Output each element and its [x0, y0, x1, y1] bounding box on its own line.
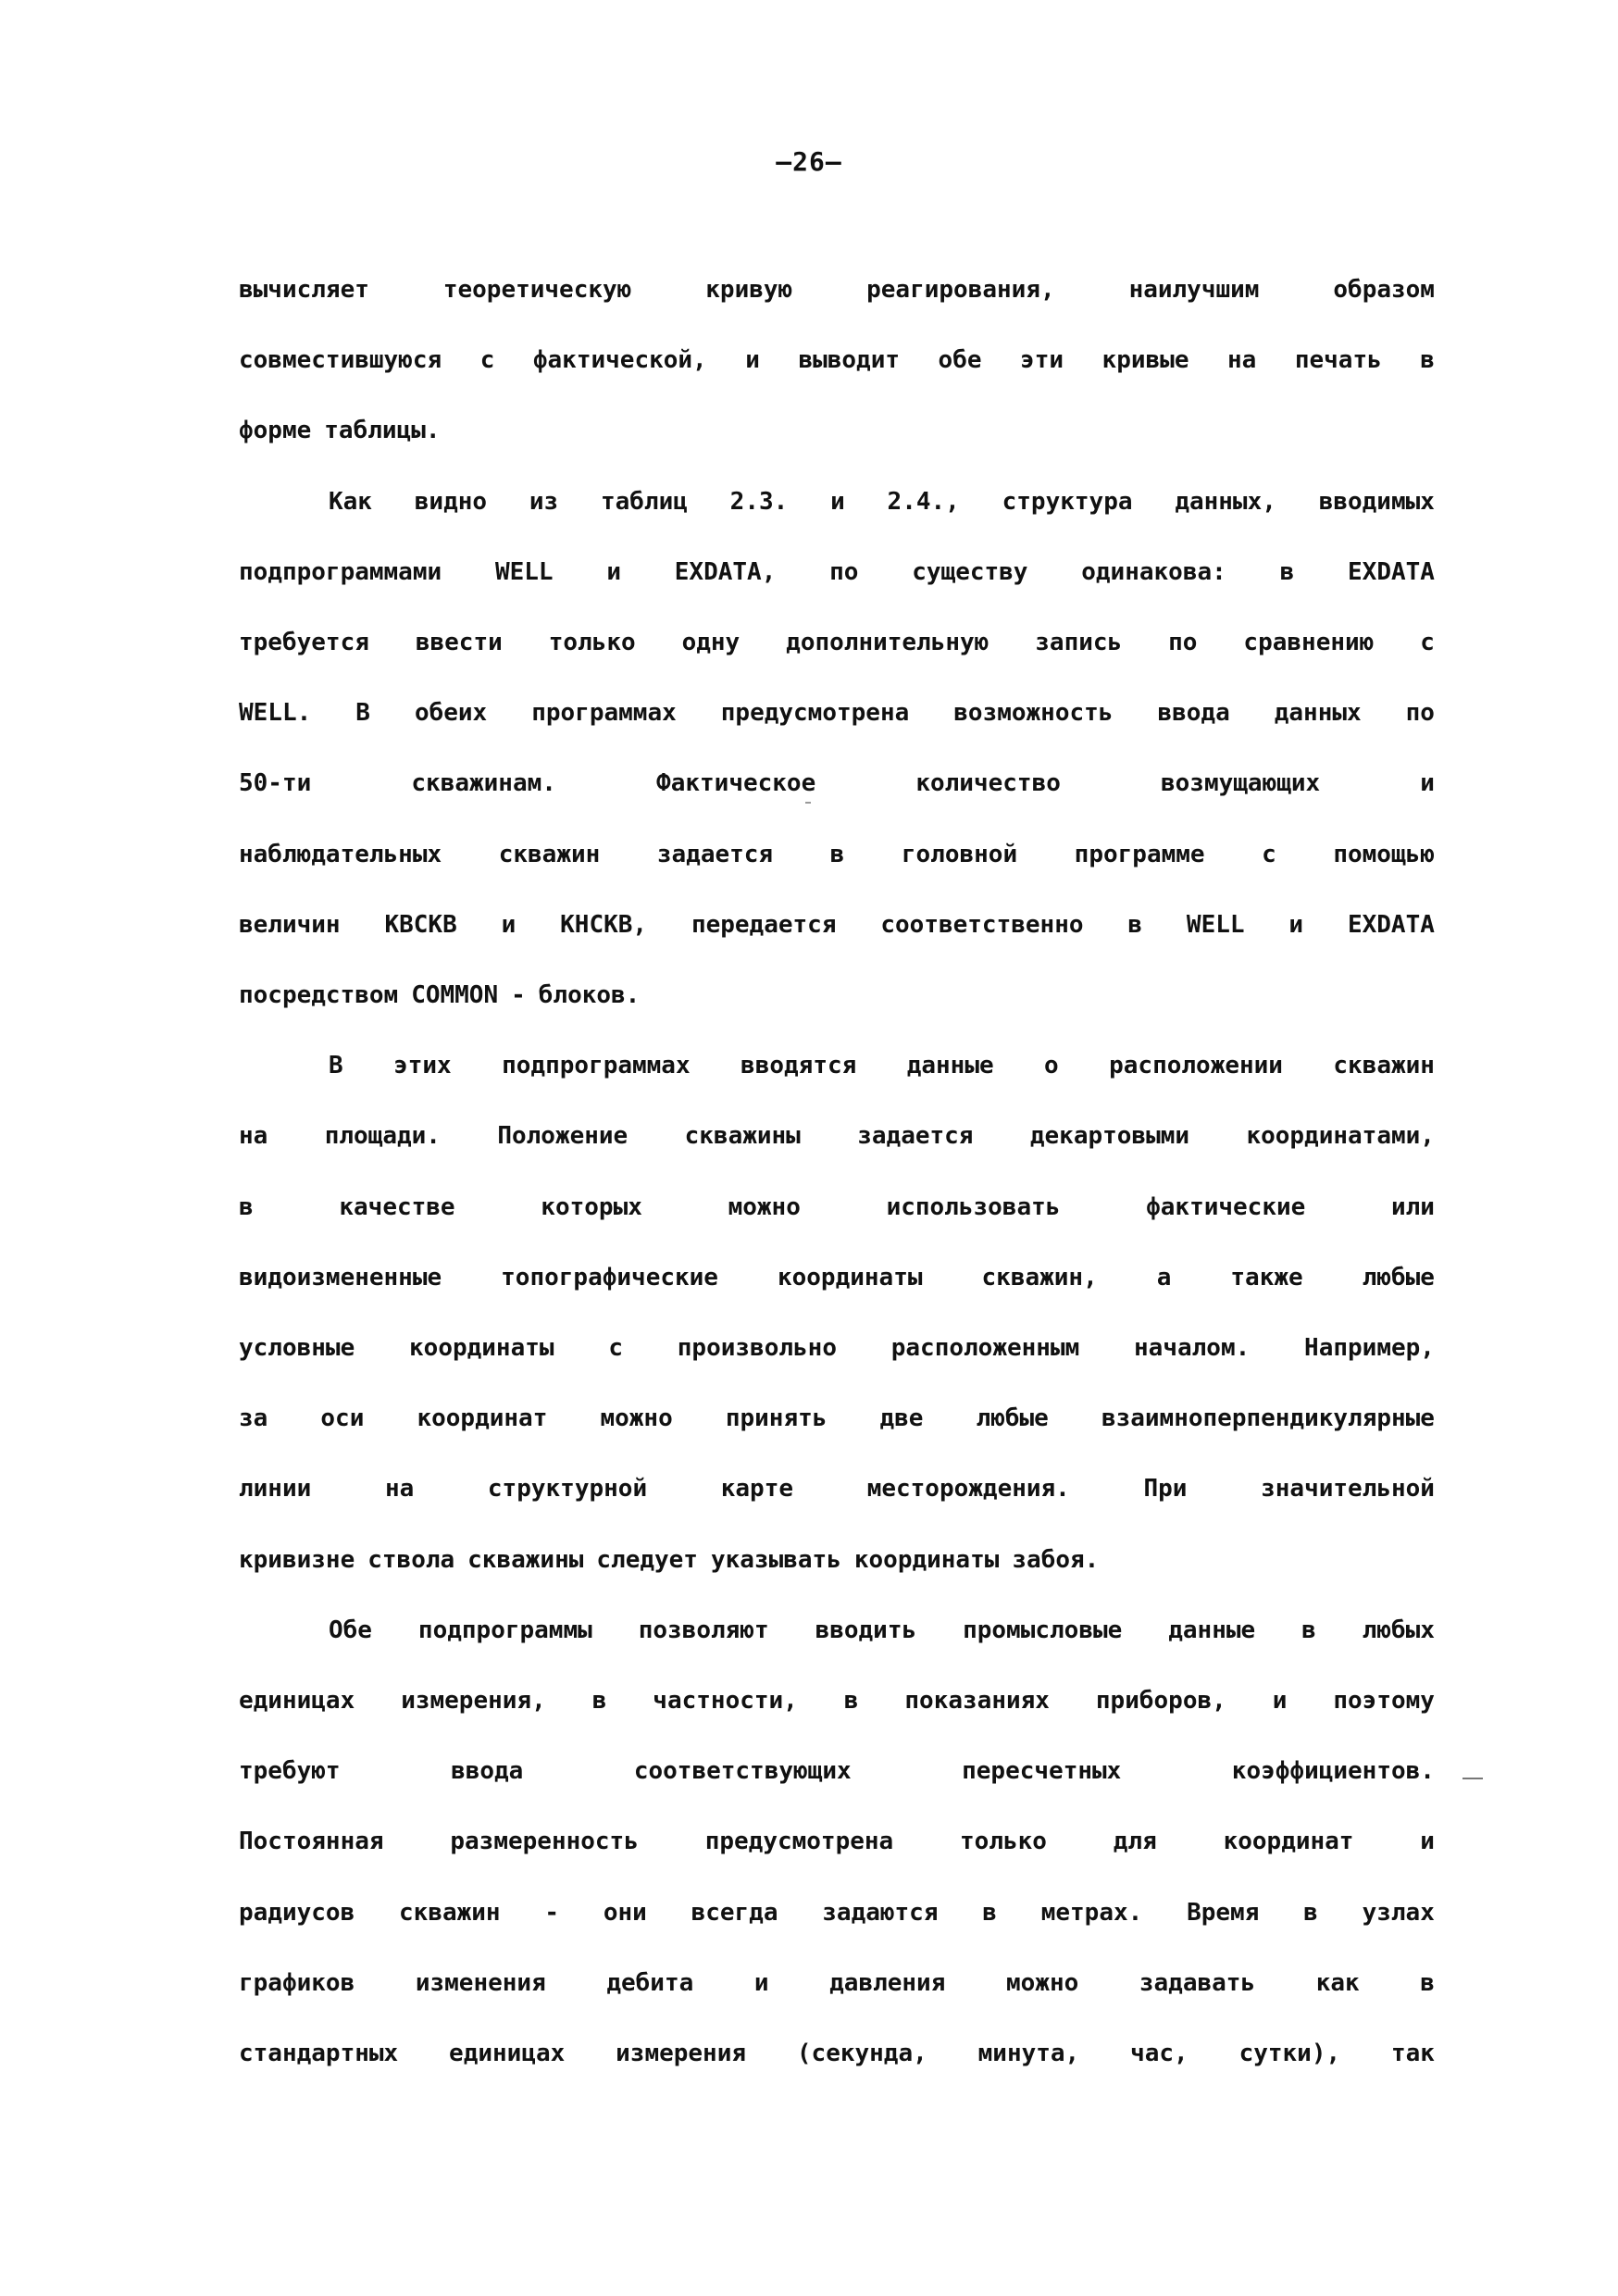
- word: координат: [1223, 1828, 1354, 1855]
- text-line: [239, 1685, 1435, 1716]
- word: задается: [857, 1122, 974, 1150]
- page-number: —26—: [776, 146, 842, 177]
- word: взаимноперпендикулярные: [1101, 1404, 1435, 1432]
- text-line: [239, 1192, 1435, 1223]
- word: в: [843, 1687, 859, 1715]
- word: WELL: [1186, 911, 1245, 939]
- word: вводимых: [1318, 488, 1435, 516]
- word: координат: [417, 1404, 548, 1432]
- word: величин: [239, 911, 341, 939]
- word: программе: [1074, 841, 1205, 868]
- word: давления: [829, 1969, 946, 1997]
- word: с: [1262, 841, 1276, 868]
- word: одинакова:: [1081, 558, 1226, 586]
- word: пересчетных: [962, 1757, 1122, 1785]
- word: позволяют: [638, 1616, 769, 1644]
- word: в: [1301, 1616, 1316, 1644]
- word: скважин: [498, 841, 601, 868]
- word: посредством: [239, 981, 399, 1009]
- word: и: [1272, 1687, 1288, 1715]
- text-line: [239, 415, 1435, 446]
- word: началом.: [1134, 1334, 1251, 1362]
- word: любые: [976, 1404, 1049, 1432]
- word: любых: [1362, 1616, 1435, 1644]
- word: Положение: [497, 1122, 629, 1150]
- word: и: [745, 346, 760, 374]
- word: Обе: [329, 1616, 372, 1644]
- word: этих: [393, 1052, 452, 1079]
- word: блоков.: [538, 981, 641, 1009]
- word: а: [1156, 1264, 1172, 1292]
- word: выводит: [798, 346, 901, 374]
- word: количество: [915, 769, 1061, 797]
- word: головной: [901, 841, 1018, 868]
- text-line: [239, 274, 1435, 306]
- word: скважин,: [981, 1264, 1098, 1292]
- word: измерения: [616, 2040, 747, 2067]
- word: одну: [681, 629, 741, 656]
- word: предусмотрена: [720, 699, 910, 727]
- text-line: [239, 556, 1435, 588]
- word: указывать: [710, 1546, 841, 1574]
- scan-artifact: [1462, 1778, 1483, 1779]
- word: скважин: [399, 1899, 501, 1927]
- word: и: [501, 911, 517, 939]
- word: подпрограммы: [417, 1616, 592, 1644]
- word: приборов,: [1095, 1687, 1226, 1715]
- word: и: [1288, 911, 1304, 939]
- word: образом: [1333, 276, 1435, 304]
- word: задавать: [1139, 1969, 1256, 1997]
- text-line: [239, 1403, 1435, 1434]
- word: и: [1420, 769, 1435, 797]
- word: произвольно: [677, 1334, 837, 1362]
- word: предусмотрена: [704, 1828, 894, 1855]
- word: они: [603, 1899, 647, 1927]
- word: видоизмененные: [239, 1264, 442, 1292]
- word: по: [829, 558, 859, 586]
- word: эти: [1020, 346, 1064, 374]
- word: В: [355, 699, 370, 727]
- word: EXDATA,: [674, 558, 777, 586]
- word: COMMON: [411, 981, 499, 1009]
- text-line: [239, 1897, 1435, 1928]
- word: вычисляет: [239, 276, 369, 304]
- word: всегда: [691, 1899, 778, 1927]
- word: передается: [691, 911, 837, 939]
- word: возмущающих: [1161, 769, 1321, 797]
- word: о: [1044, 1052, 1059, 1079]
- word: обеих: [414, 699, 488, 727]
- word: узлах: [1362, 1899, 1435, 1927]
- word: требуют: [239, 1757, 341, 1785]
- word: соответственно: [880, 911, 1084, 939]
- word: обе: [938, 346, 982, 374]
- word: следует: [596, 1546, 698, 1574]
- word: условные: [239, 1334, 355, 1362]
- word: координаты: [409, 1334, 554, 1362]
- word: координаты: [777, 1264, 923, 1292]
- word: возможность: [953, 699, 1114, 727]
- word: или: [1391, 1193, 1435, 1221]
- text-line: [329, 1615, 1435, 1646]
- word: с: [479, 346, 495, 374]
- text-line: [239, 344, 1435, 376]
- word: -: [544, 1899, 560, 1927]
- word: в: [239, 1193, 254, 1221]
- word: скважин: [1333, 1052, 1435, 1079]
- word: можно: [728, 1193, 801, 1221]
- word: по: [1405, 699, 1435, 727]
- word: структурной: [487, 1475, 648, 1503]
- word: задаются: [822, 1899, 939, 1927]
- word: промысловые: [963, 1616, 1123, 1644]
- word: можно: [600, 1404, 673, 1432]
- word: данных: [1274, 699, 1362, 727]
- word: в: [982, 1899, 997, 1927]
- text-line: [329, 1050, 1435, 1081]
- word: видно: [414, 488, 488, 516]
- word: графиков: [239, 1969, 355, 1997]
- word: в: [1420, 346, 1435, 374]
- word: поэтому: [1333, 1687, 1435, 1715]
- word: стандартных: [239, 2040, 399, 2067]
- word: В: [329, 1052, 343, 1079]
- word: реагирования,: [866, 276, 1055, 304]
- word: 50-ти: [239, 769, 312, 797]
- word: подпрограммах: [502, 1052, 691, 1079]
- word: единицах: [449, 2040, 566, 2067]
- word: и: [830, 488, 845, 516]
- word: в: [591, 1687, 607, 1715]
- word: форме: [239, 417, 312, 444]
- word: только: [548, 629, 636, 656]
- word: с: [608, 1334, 623, 1362]
- text-line: [239, 767, 1435, 799]
- word: месторождения.: [866, 1475, 1070, 1503]
- word: в: [829, 841, 845, 868]
- word: на: [384, 1475, 415, 1503]
- text-line: [239, 1120, 1435, 1152]
- word: WELL: [494, 558, 554, 586]
- word: из: [529, 488, 559, 516]
- word: Например,: [1304, 1334, 1435, 1362]
- word: в: [1420, 1969, 1435, 1997]
- word: линии: [239, 1475, 312, 1503]
- word: требуется: [239, 629, 369, 656]
- word: по: [1168, 629, 1198, 656]
- word: любые: [1362, 1264, 1435, 1292]
- word: Фактическое: [656, 769, 816, 797]
- word: также: [1230, 1264, 1303, 1292]
- word: кривую: [705, 276, 793, 304]
- word: площади.: [324, 1122, 441, 1150]
- word: вводятся: [741, 1052, 857, 1079]
- word: частности,: [653, 1687, 798, 1715]
- word: запись: [1035, 629, 1123, 656]
- word: КВСКВ: [384, 911, 457, 939]
- word: скважинам.: [411, 769, 556, 797]
- word: значительной: [1261, 1475, 1435, 1503]
- word: оси: [320, 1404, 365, 1432]
- word: использовать: [886, 1193, 1061, 1221]
- word: вводить: [815, 1616, 917, 1644]
- word: час,: [1130, 2040, 1189, 2067]
- text-line: [239, 1755, 1435, 1787]
- text-line: [329, 486, 1435, 518]
- word: 2.4.,: [887, 488, 960, 516]
- word: WELL.: [239, 699, 312, 727]
- word: в: [1127, 911, 1143, 939]
- word: подпрограммами: [239, 558, 442, 586]
- word: дополнительную: [786, 629, 989, 656]
- word: структура: [1002, 488, 1133, 516]
- word: задается: [656, 841, 774, 868]
- word: забоя.: [1012, 1546, 1100, 1574]
- word: существу: [912, 558, 1028, 586]
- word: ввести: [415, 629, 503, 656]
- word: в: [1279, 558, 1295, 586]
- word: программах: [531, 699, 677, 727]
- word: EXDATA: [1348, 558, 1435, 586]
- word: ствола: [367, 1546, 455, 1574]
- word: радиусов: [239, 1899, 355, 1927]
- word: сутки),: [1238, 2040, 1341, 2067]
- word: ввода: [1157, 699, 1230, 727]
- word: показаниях: [904, 1687, 1050, 1715]
- word: можно: [1005, 1969, 1079, 1997]
- word: данные: [1168, 1616, 1256, 1644]
- word: для: [1113, 1828, 1157, 1855]
- word: декартовыми: [1029, 1122, 1190, 1150]
- word: изменения: [415, 1969, 546, 1997]
- scan-artifact: [805, 802, 811, 804]
- word: скважины: [467, 1546, 584, 1574]
- word: минута,: [977, 2040, 1080, 2067]
- text-line: [239, 1332, 1435, 1364]
- word: фактической,: [532, 346, 707, 374]
- text-line: [239, 1826, 1435, 1857]
- word: 2.3.: [729, 488, 789, 516]
- word: две: [879, 1404, 924, 1432]
- word: Как: [329, 488, 372, 516]
- word: соответствующих: [633, 1757, 852, 1785]
- word: координатами,: [1246, 1122, 1435, 1150]
- text-line: [239, 980, 1435, 1011]
- word: помощью: [1333, 841, 1435, 868]
- word: и: [753, 1969, 769, 1997]
- word: наблюдательных: [239, 841, 442, 868]
- text-line: [239, 909, 1435, 941]
- word: печать: [1294, 346, 1382, 374]
- word: теоретическую: [442, 276, 632, 304]
- word: измерения,: [401, 1687, 546, 1715]
- word: на: [239, 1122, 268, 1150]
- word: совместившуюся: [239, 346, 442, 374]
- word: метрах.: [1040, 1899, 1143, 1927]
- word: скважины: [684, 1122, 801, 1150]
- word: принять: [725, 1404, 828, 1432]
- word: только: [960, 1828, 1047, 1855]
- text-line: [239, 627, 1435, 658]
- text-line: [239, 839, 1435, 870]
- text-line: [239, 1262, 1435, 1293]
- word: коэффициентов.: [1231, 1757, 1435, 1785]
- word: качестве: [339, 1193, 455, 1221]
- text-line: [239, 1473, 1435, 1504]
- word: координаты: [853, 1546, 1000, 1574]
- word: дебита: [606, 1969, 694, 1997]
- text-line: [239, 1967, 1435, 1999]
- word: данных,: [1175, 488, 1276, 516]
- word: так: [1391, 2040, 1435, 2067]
- word: на: [1227, 346, 1257, 374]
- word: КНСКВ,: [560, 911, 648, 939]
- word: сравнению: [1243, 629, 1375, 656]
- text-line: [239, 1544, 1435, 1576]
- word: кривые: [1101, 346, 1189, 374]
- word: кривизне: [239, 1546, 355, 1574]
- word: за: [239, 1404, 268, 1432]
- word: как: [1315, 1969, 1360, 1997]
- word: таблиц: [600, 488, 688, 516]
- word: в: [1303, 1899, 1318, 1927]
- word: единицах: [239, 1687, 355, 1715]
- word: и: [606, 558, 621, 586]
- word: ввода: [451, 1757, 524, 1785]
- word: с: [1420, 629, 1435, 656]
- word: и: [1420, 1828, 1435, 1855]
- word: (секунда,: [796, 2040, 927, 2067]
- word: размеренность: [450, 1828, 639, 1855]
- word: расположении: [1109, 1052, 1283, 1079]
- word: карте: [720, 1475, 794, 1503]
- word: расположенным: [890, 1334, 1080, 1362]
- word: Постоянная: [239, 1828, 384, 1855]
- text-line: [239, 2038, 1435, 2069]
- word: фактические: [1146, 1193, 1306, 1221]
- word: EXDATA: [1347, 911, 1435, 939]
- word: таблицы.: [324, 417, 441, 444]
- word: Время: [1187, 1899, 1260, 1927]
- text-line: [239, 697, 1435, 729]
- word: -: [511, 981, 526, 1009]
- word: При: [1143, 1475, 1188, 1503]
- word: топографические: [501, 1264, 718, 1292]
- word: которых: [541, 1193, 642, 1221]
- word: наилучшим: [1128, 276, 1260, 304]
- word: данные: [906, 1052, 994, 1079]
